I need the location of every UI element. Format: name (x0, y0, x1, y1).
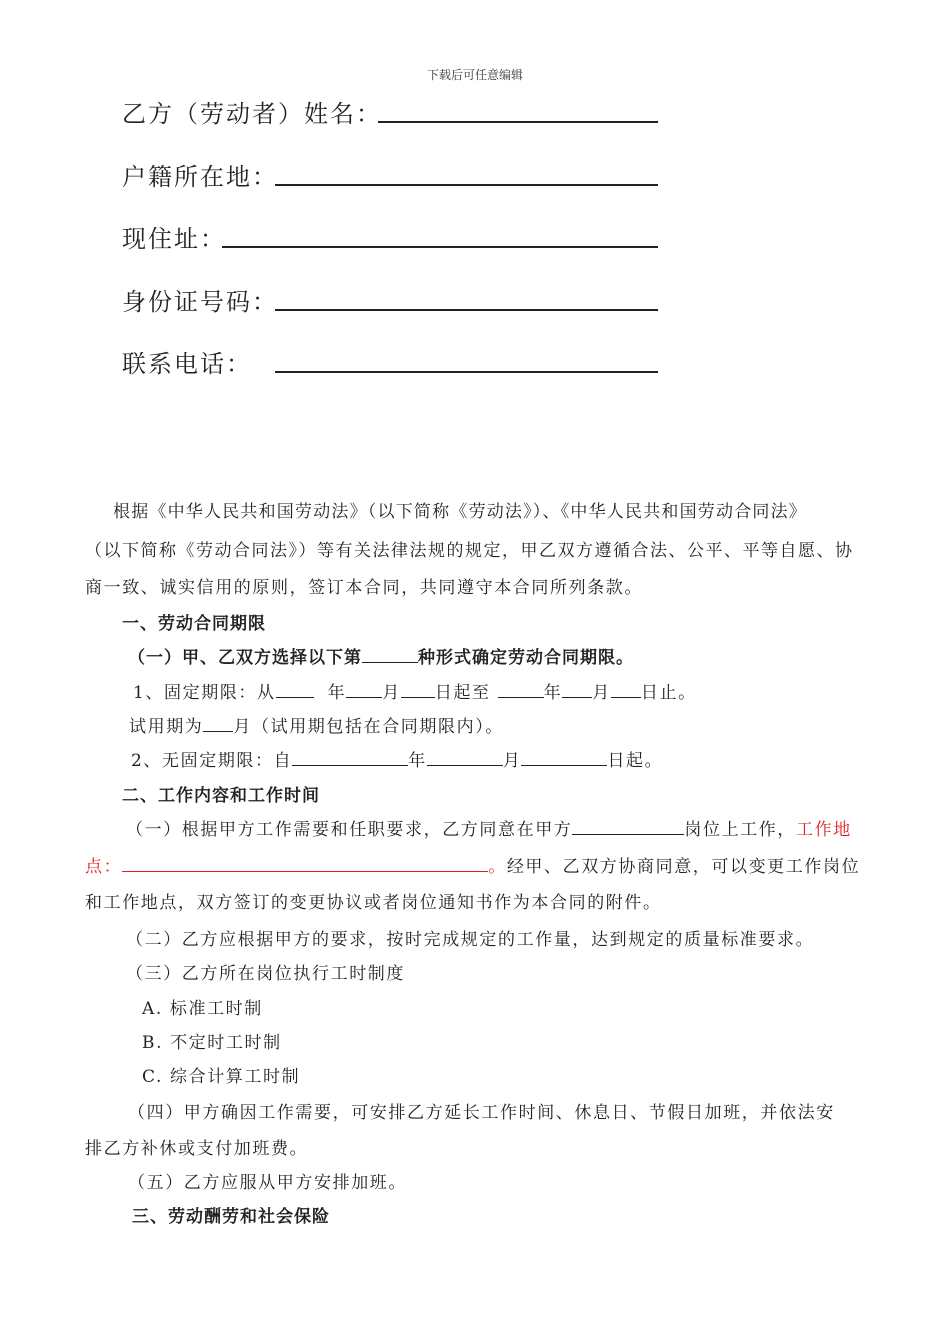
section3-title: 三、劳动酬劳和社会保险 (132, 1207, 330, 1227)
section2-item5: （五）乙方应服从甲方安排加班。 (128, 1173, 407, 1193)
section2-item1-line1: （一）根据甲方工作需要和任职要求，乙方同意在甲方 岗位上工作，工作地 (126, 820, 852, 840)
section1-title: 一、劳动合同期限 (122, 614, 266, 634)
term-choice-blank[interactable] (362, 646, 418, 663)
section2-item2: （二）乙方应根据甲方的要求，按时完成规定的工作量，达到规定的质量标准要求。 (126, 930, 815, 950)
section1-term-choice: （一）甲、乙双方选择以下第 种形式确定劳动合同期限。 (128, 648, 634, 668)
work-hours-option-c[interactable]: C. 综合计算工时制 (142, 1067, 301, 1087)
name-field-line[interactable] (378, 95, 658, 123)
section2-item4-line1: （四）甲方确因工作需要，可安排乙方延长工作时间、休息日、节假日加班，并依法安 (128, 1103, 835, 1123)
work-hours-option-a[interactable]: A. 标准工时制 (142, 999, 263, 1019)
section2-item4-line2: 排乙方补休或支付加班费。 (85, 1139, 309, 1159)
address-field-label: 现住址： (122, 225, 226, 253)
fixed-term-line: 1、固定期限：从 年 月 日起至 年 月 日止。 (133, 683, 697, 703)
section2-item1-line2: 点： 。经甲、乙双方协商同意，可以变更工作岗位 (85, 857, 861, 877)
position-blank[interactable] (572, 818, 684, 835)
phone-field-label: 联系电话： (122, 350, 252, 378)
section2-item3: （三）乙方所在岗位执行工时制度 (126, 964, 405, 984)
probation-line: 试用期为 月（试用期包括在合同期限内）。 (129, 717, 504, 737)
work-location-blank[interactable] (122, 855, 488, 872)
id-number-field-line[interactable] (275, 283, 658, 311)
intro-line-3: 商一致、诚实信用的原则，签订本合同，共同遵守本合同所列条款。 (85, 578, 643, 598)
section2-item1-line3: 和工作地点，双方签订的变更协议或者岗位通知书作为本合同的附件。 (85, 893, 662, 913)
phone-field-line[interactable] (275, 345, 658, 373)
intro-line-2: （以下简称《劳动合同法》）等有关法律法规的规定，甲乙双方遵循合法、公平、平等自愿、协 (85, 541, 854, 561)
intro-line-1: 根据《中华人民共和国劳动法》（以下简称《劳动法》）、《中华人民共和国劳动合同法》 (113, 502, 807, 522)
household-field-label: 户籍所在地： (122, 163, 278, 191)
open-term-line: 2、无固定期限：自 年 月 日起。 (131, 751, 664, 771)
work-hours-option-b[interactable]: B. 不定时工时制 (142, 1033, 282, 1053)
address-field-line[interactable] (222, 220, 658, 248)
page-header-note: 下载后可任意编辑 (426, 68, 523, 82)
name-field-label: 乙方（劳动者）姓名： (122, 100, 382, 128)
section2-title: 二、工作内容和工作时间 (122, 786, 320, 806)
household-field-line[interactable] (275, 158, 658, 186)
id-number-field-label: 身份证号码： (122, 288, 278, 316)
